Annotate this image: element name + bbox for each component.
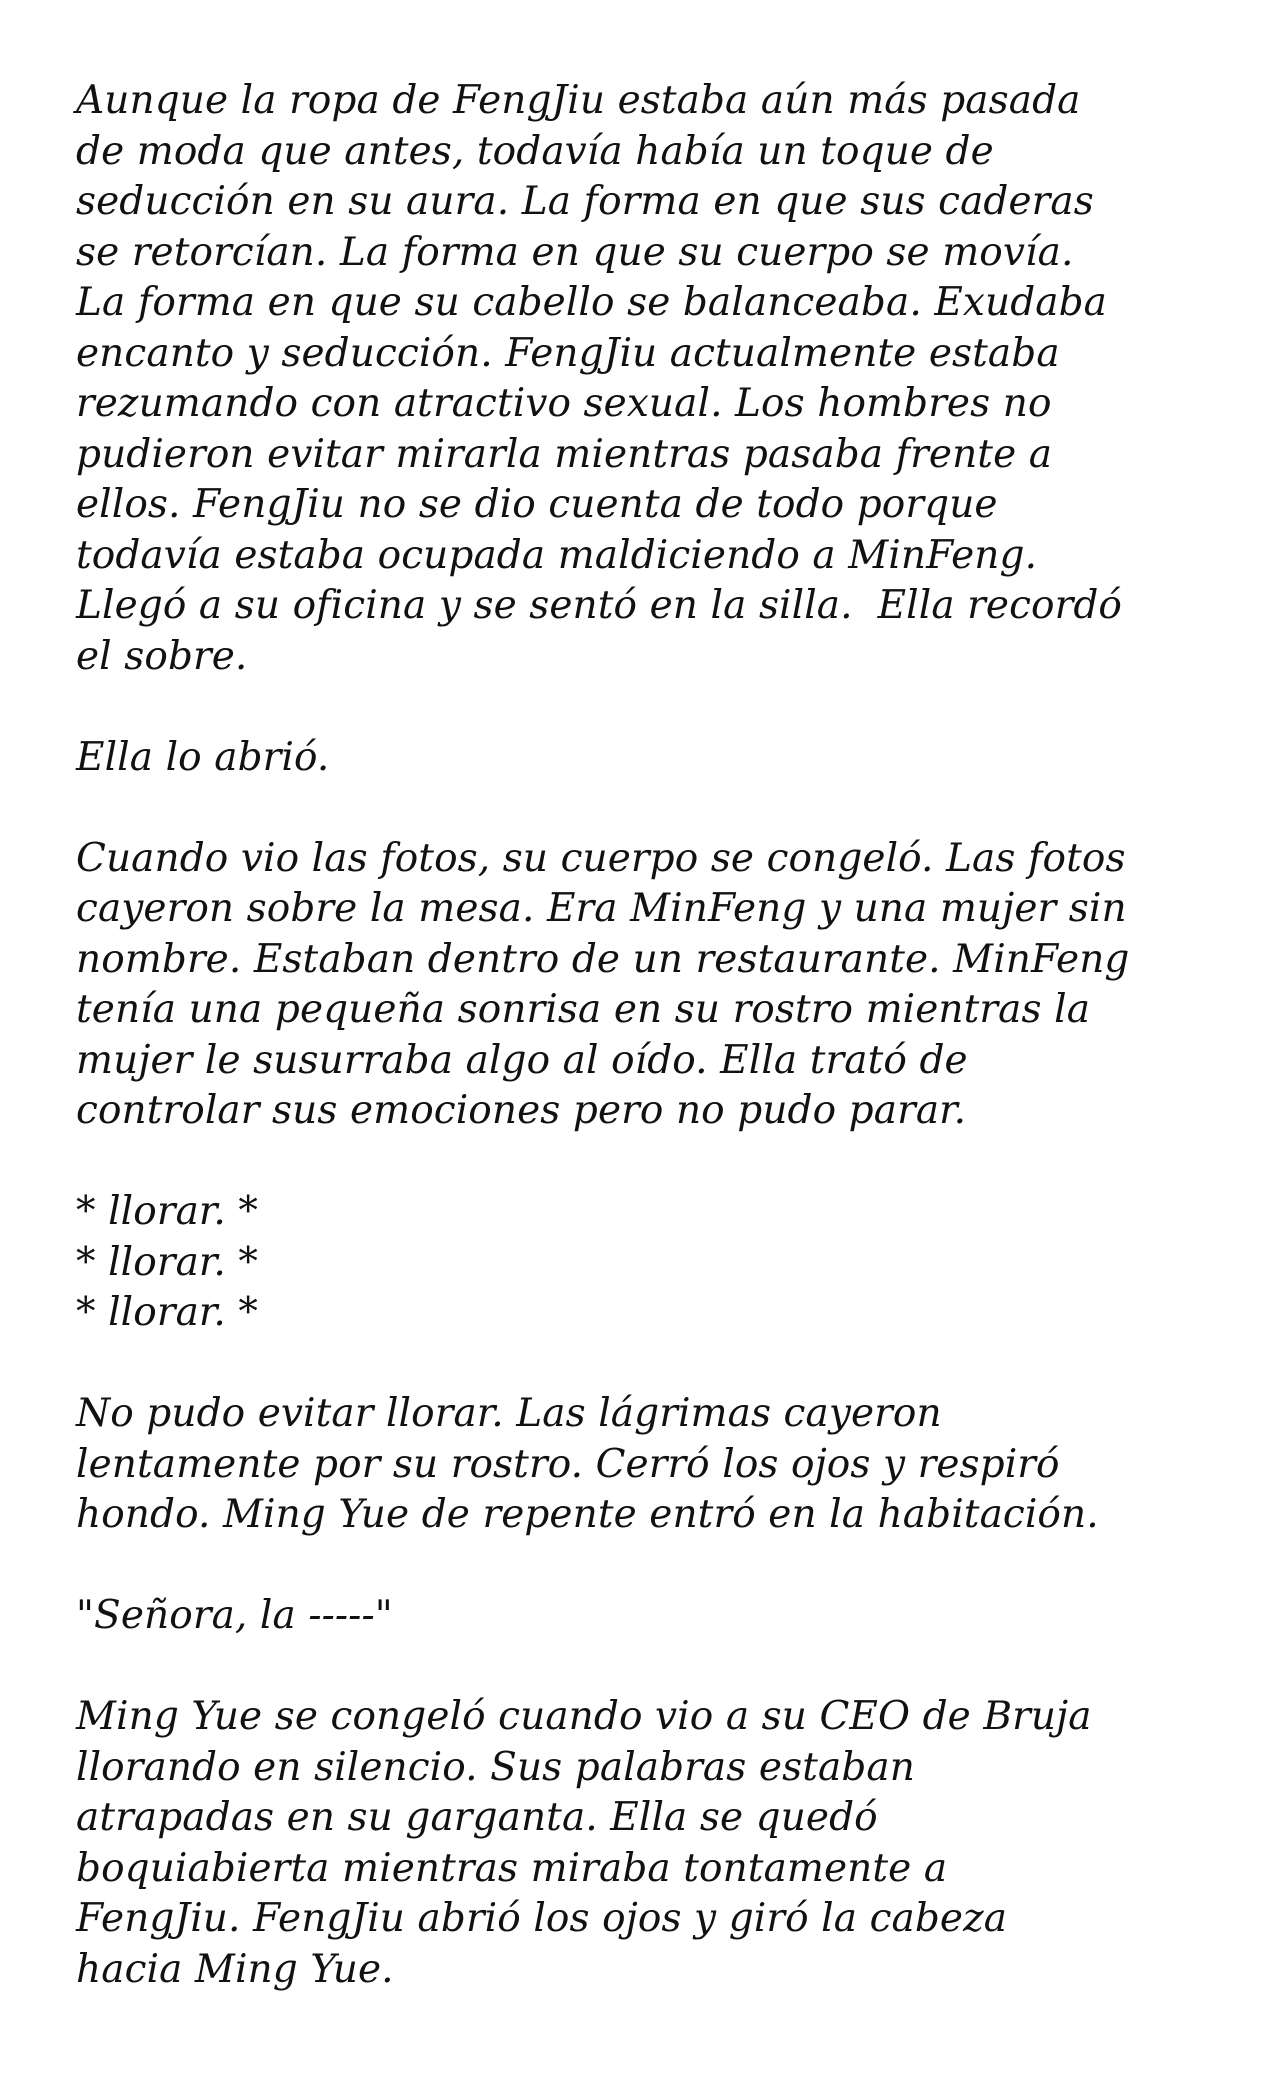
text-line: Aunque la ropa de FengJiu estaba aún más pasada: [76, 78, 1081, 123]
text-line: todavía estaba ocupada maldiciendo a MinFeng.: [76, 532, 1038, 578]
text-line: "Señora, la -----": [76, 1593, 393, 1638]
text-line: boquiabierta mientras miraba tontamente a: [76, 1845, 948, 1891]
text-line: seducción en su aura. La forma en que sus caderas: [76, 179, 1094, 224]
text-line: nombre. Estaban dentro de un restaurante. MinFeng: [76, 936, 1130, 982]
text-line: hondo. Ming Yue de repente entró en la habitación.: [76, 1492, 1099, 1537]
text-line: Llegó a su oficina y se sentó en la silla. Ella recordó: [76, 583, 1123, 628]
text-line: Ella lo abrió.: [76, 734, 330, 780]
text-line: encanto y seducción. FengJiu actualmente estaba: [76, 330, 1060, 376]
paragraph-5: [76, 1389, 1226, 1541]
text-line: * llorar. *: [76, 1189, 258, 1234]
text-line: rezumando con atractivo sexual. Los hombres no: [76, 381, 1052, 426]
text-line: atrapadas en su garganta. Ella se quedó: [76, 1795, 878, 1840]
text-line: Cuando vio las fotos, su cuerpo se congeló. Las fotos: [76, 835, 1126, 881]
text-line: cayeron sobre la mesa. Era MinFeng y una mujer sin: [76, 886, 1127, 931]
text-line: * llorar. *: [76, 1290, 258, 1335]
text-line: hacia Ming Yue.: [76, 1946, 394, 1992]
text-line: La forma en que su cabello se balanceaba. Exudaba: [76, 280, 1108, 325]
text-line: * llorar. *: [76, 1239, 258, 1285]
text-line: de moda que antes, todavía había un toque de: [76, 128, 994, 174]
text-line: tenía una pequeña sonrisa en su rostro mientras la: [76, 987, 1091, 1032]
story-text: [76, 76, 1226, 2046]
text-line: Ming Yue se congeló cuando vio a su CEO de Bruja: [76, 1694, 1092, 1739]
text-line: el sobre.: [76, 633, 248, 679]
text-line: pudieron evitar mirarla mientras pasaba frente a: [76, 431, 1053, 477]
text-line: FengJiu. FengJiu abrió los ojos y giró la cabeza: [76, 1896, 1008, 1941]
paragraph-1: [76, 76, 1226, 682]
paragraph-4: [76, 1187, 1226, 1339]
text-line: lentamente por su rostro. Cerró los ojos y respiró: [76, 1441, 1060, 1487]
text-line: ellos. FengJiu no se dio cuenta de todo porque: [76, 482, 998, 527]
text-line: No pudo evitar llorar. Las lágrimas cayeron: [76, 1391, 942, 1436]
text-line: controlar sus emociones pero no pudo parar.: [76, 1088, 967, 1133]
paragraph-6: [76, 1591, 1226, 1642]
paragraph-7: [76, 1692, 1226, 1995]
paragraph-2: [76, 733, 1226, 784]
text-line: mujer le susurraba algo al oído. Ella trató de: [76, 1037, 968, 1083]
text-line: llorando en silencio. Sus palabras estaban: [76, 1744, 915, 1790]
paragraph-3: [76, 834, 1226, 1137]
text-line: se retorcían. La forma en que su cuerpo se movía.: [76, 229, 1074, 275]
